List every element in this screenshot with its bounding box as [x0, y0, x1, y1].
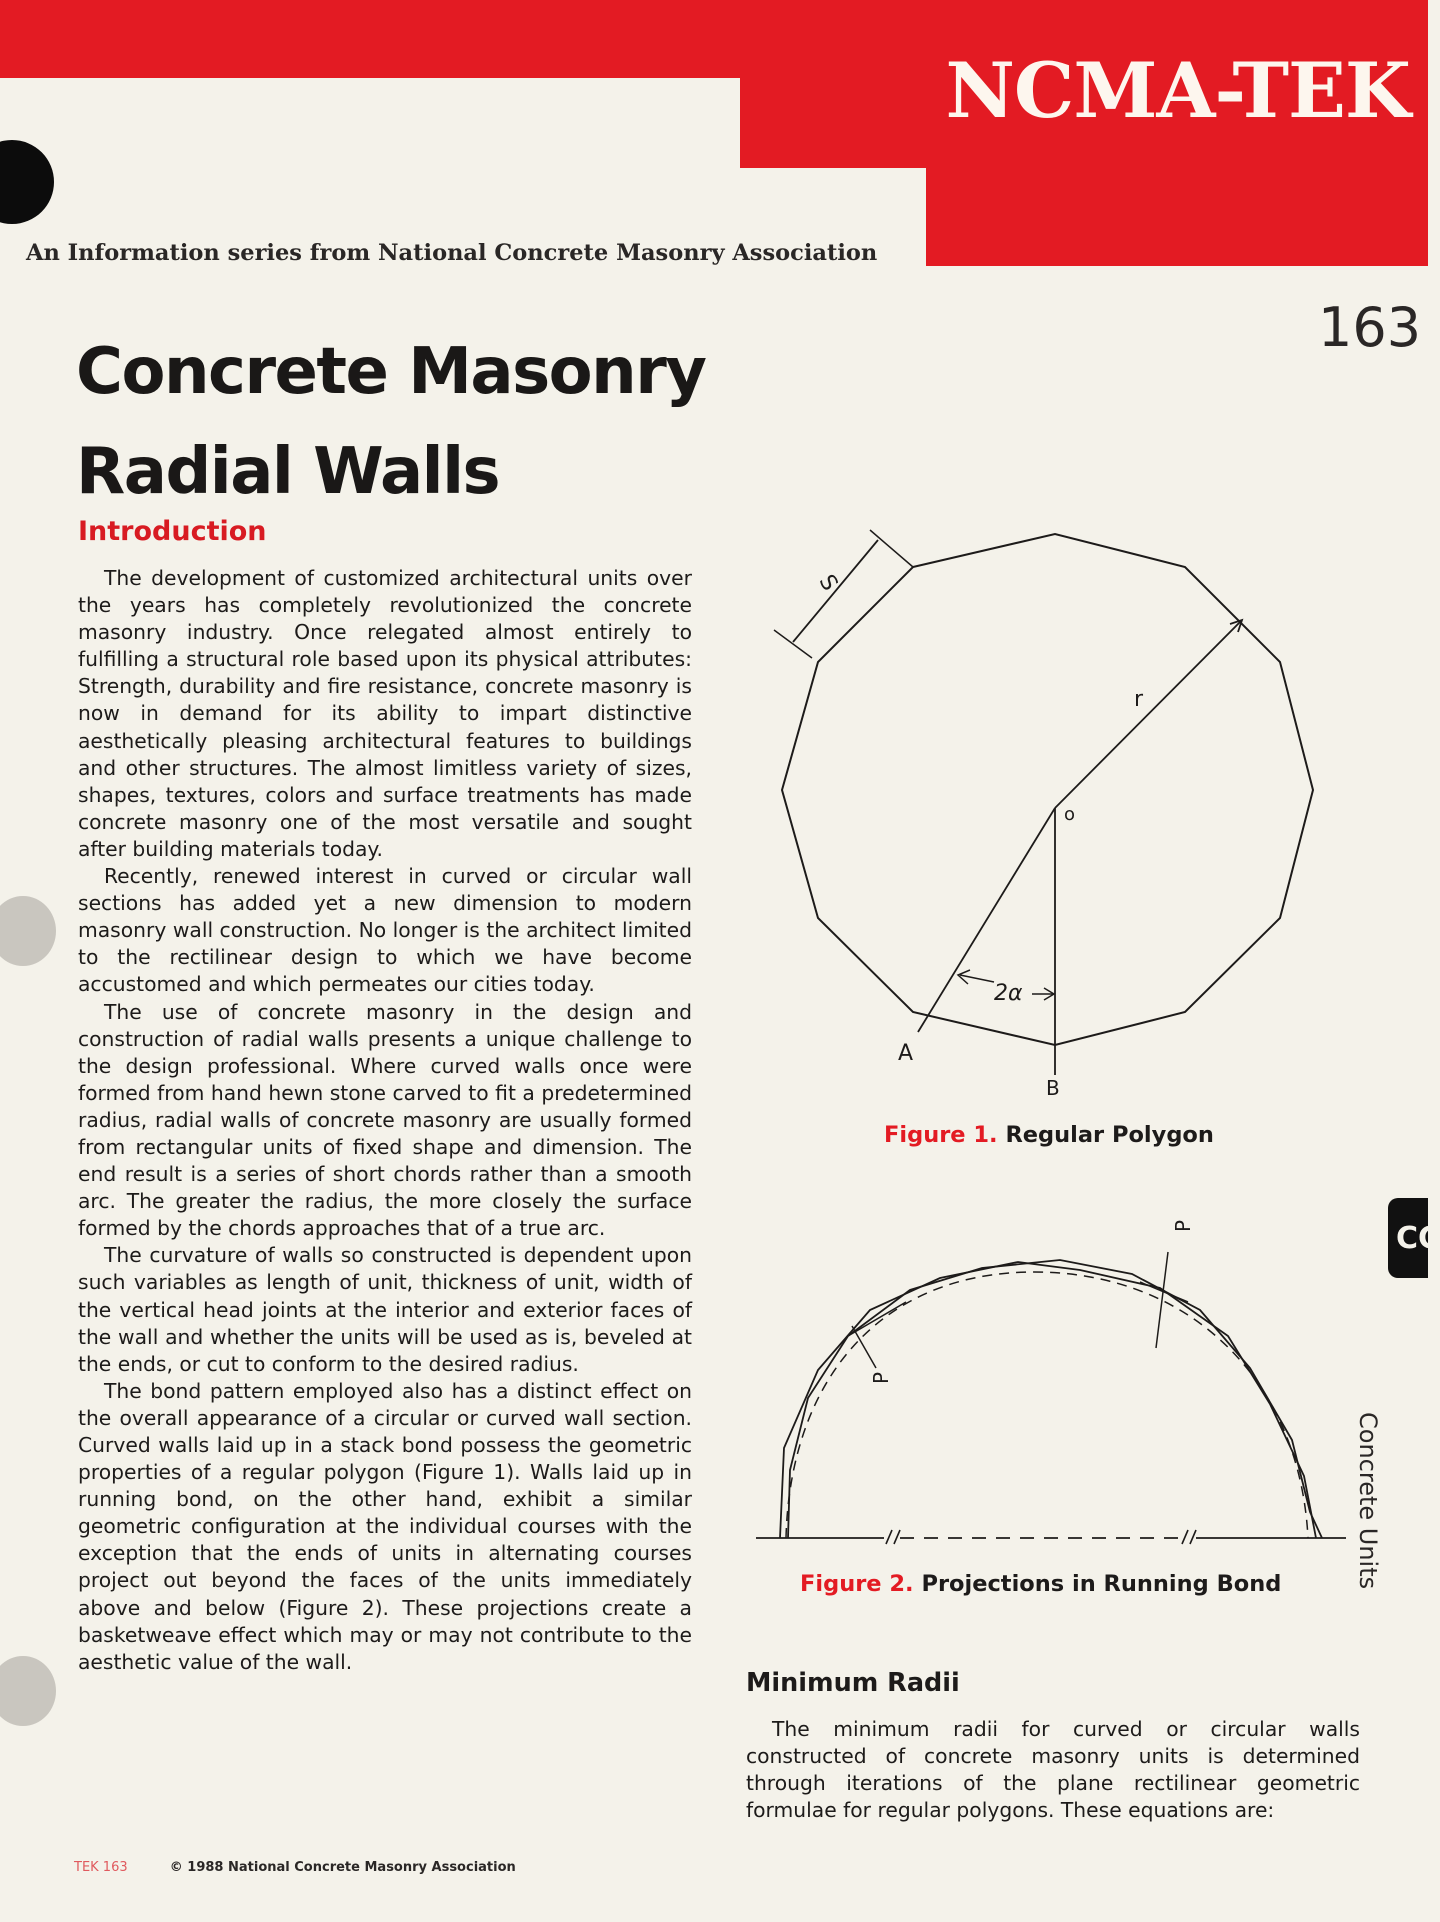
- tek-number: 163: [1318, 296, 1422, 359]
- minimum-radii-heading: Minimum Radii: [746, 1668, 960, 1698]
- polygon-outline: [782, 534, 1313, 1045]
- paragraph: Recently, renewed interest in curved or circular wall sections has added yet a new dimension to modern masonry wall construction. No longer is the architect limited to the rectilinear design to which we have become accustomed and which permeates our cities today.: [78, 864, 692, 997]
- figure-2-label: Figure 2.: [800, 1571, 914, 1597]
- label-a: A: [898, 1041, 914, 1066]
- s-extension-2: [870, 530, 913, 567]
- figure-1-label: Figure 1.: [884, 1122, 998, 1148]
- true-arc: [786, 1272, 1308, 1538]
- title-line-1: Concrete Masonry: [76, 335, 706, 409]
- label-s: S: [813, 570, 843, 596]
- figure-2-title: Projections in Running Bond: [921, 1571, 1282, 1597]
- p-leader-right: [1156, 1252, 1168, 1348]
- binder-hole: [0, 140, 54, 224]
- label-r: r: [1134, 687, 1144, 712]
- figure-2-running-bond: [740, 1190, 1360, 1550]
- footer-code: TEK 163: [74, 1860, 128, 1875]
- figure-1-caption: [884, 1122, 1214, 1148]
- brand-logo: NCMA-TEK: [945, 46, 1410, 135]
- label-b: B: [1046, 1076, 1060, 1100]
- radius-line: [1055, 620, 1242, 808]
- series-tagline: An Information series from National Concrete Masonry Association: [26, 240, 878, 266]
- label-o: o: [1064, 804, 1076, 825]
- paragraph: The curvature of walls so constructed is dependent upon such variables as length of unit, thickness of unit, width of the vertical head joints at the interior and exterior faces of the wall and whether the units will be used as is, beveled at the ends, or cut to conform to the desired radius.: [78, 1243, 692, 1376]
- line-o-a: [918, 808, 1055, 1032]
- page-footer: [74, 1860, 516, 1875]
- label-p-left: P: [869, 1371, 893, 1384]
- footer-copyright: © 1988 National Concrete Masonry Association: [169, 1860, 516, 1875]
- figure-1-title: Regular Polygon: [1005, 1122, 1214, 1148]
- break-mark-left: [886, 1530, 900, 1544]
- section-tab-label: Concrete Units: [1354, 1412, 1382, 1590]
- figure-2-caption: [800, 1571, 1281, 1597]
- paragraph: The minimum radii for curved or circular walls constructed of concrete masonry units is determined through iterations of the plane rectilinear geometric formulae for regular polygons. These equations are:: [746, 1717, 1360, 1823]
- introduction-heading: Introduction: [78, 516, 267, 547]
- minimum-radii-body: [746, 1716, 1360, 1824]
- label-p-top: P: [1171, 1219, 1195, 1232]
- figure-1-regular-polygon: [760, 520, 1300, 1100]
- paragraph: The use of concrete masonry in the design and construction of radial walls presents a unique challenge to the design professional. Where curved walls once were formed from hand hewn stone carved to fit a predetermined radius, radial walls of concrete masonry are usually formed from rectangular units of fixed shape and dimension. The end result is a series of short chords rather than a smooth arc. The greater the radius, the more closely the surface formed by the chords approaches that of a true arc.: [78, 999, 692, 1241]
- s-extension-1: [774, 630, 812, 658]
- introduction-body: [78, 565, 692, 1676]
- break-mark-right: [1182, 1530, 1196, 1544]
- binder-hole-grey: [0, 896, 56, 966]
- paragraph: The development of customized architectural units over the years has completely revolutionized the concrete masonry industry. Once relegated almost entirely to fulfilling a structural role based upon its physical attributes: Strength, durability and fire resistance, concrete masonry is now in demand for its ability to impart distinctive aesthetically pleasing architectural features to buildings and other structures. The almost limitless variety of sizes, shapes, textures, colors and surface treatments has made concrete masonry one of the most versatile and sought after building materials today.: [78, 566, 692, 861]
- p-leader-left: [852, 1326, 876, 1368]
- course-outline-2: [788, 1260, 1322, 1538]
- label-angle: 2α: [994, 981, 1023, 1006]
- title-line-2: Radial Walls: [76, 435, 500, 509]
- binder-hole-grey: [0, 1656, 56, 1726]
- section-tab-icon: CC: [1396, 1221, 1440, 1256]
- paragraph: The bond pattern employed also has a distinct effect on the overall appearance of a circular or curved wall section. Curved walls laid up in a stack bond possess the geometric properties of a regular polygon (Figure 1). Walls laid up in running bond, on the other hand, exhibit a similar geometric configuration at the individual courses with the exception that the ends of units in alternating courses project out beyond the faces of the units immediately above and below (Figure 2). These projections create a basketweave effect which may or may not contribute to the aesthetic value of the wall.: [78, 1378, 692, 1674]
- course-outline-1: [780, 1262, 1316, 1538]
- s-dimension-line: [793, 540, 878, 642]
- page-title: [76, 322, 705, 522]
